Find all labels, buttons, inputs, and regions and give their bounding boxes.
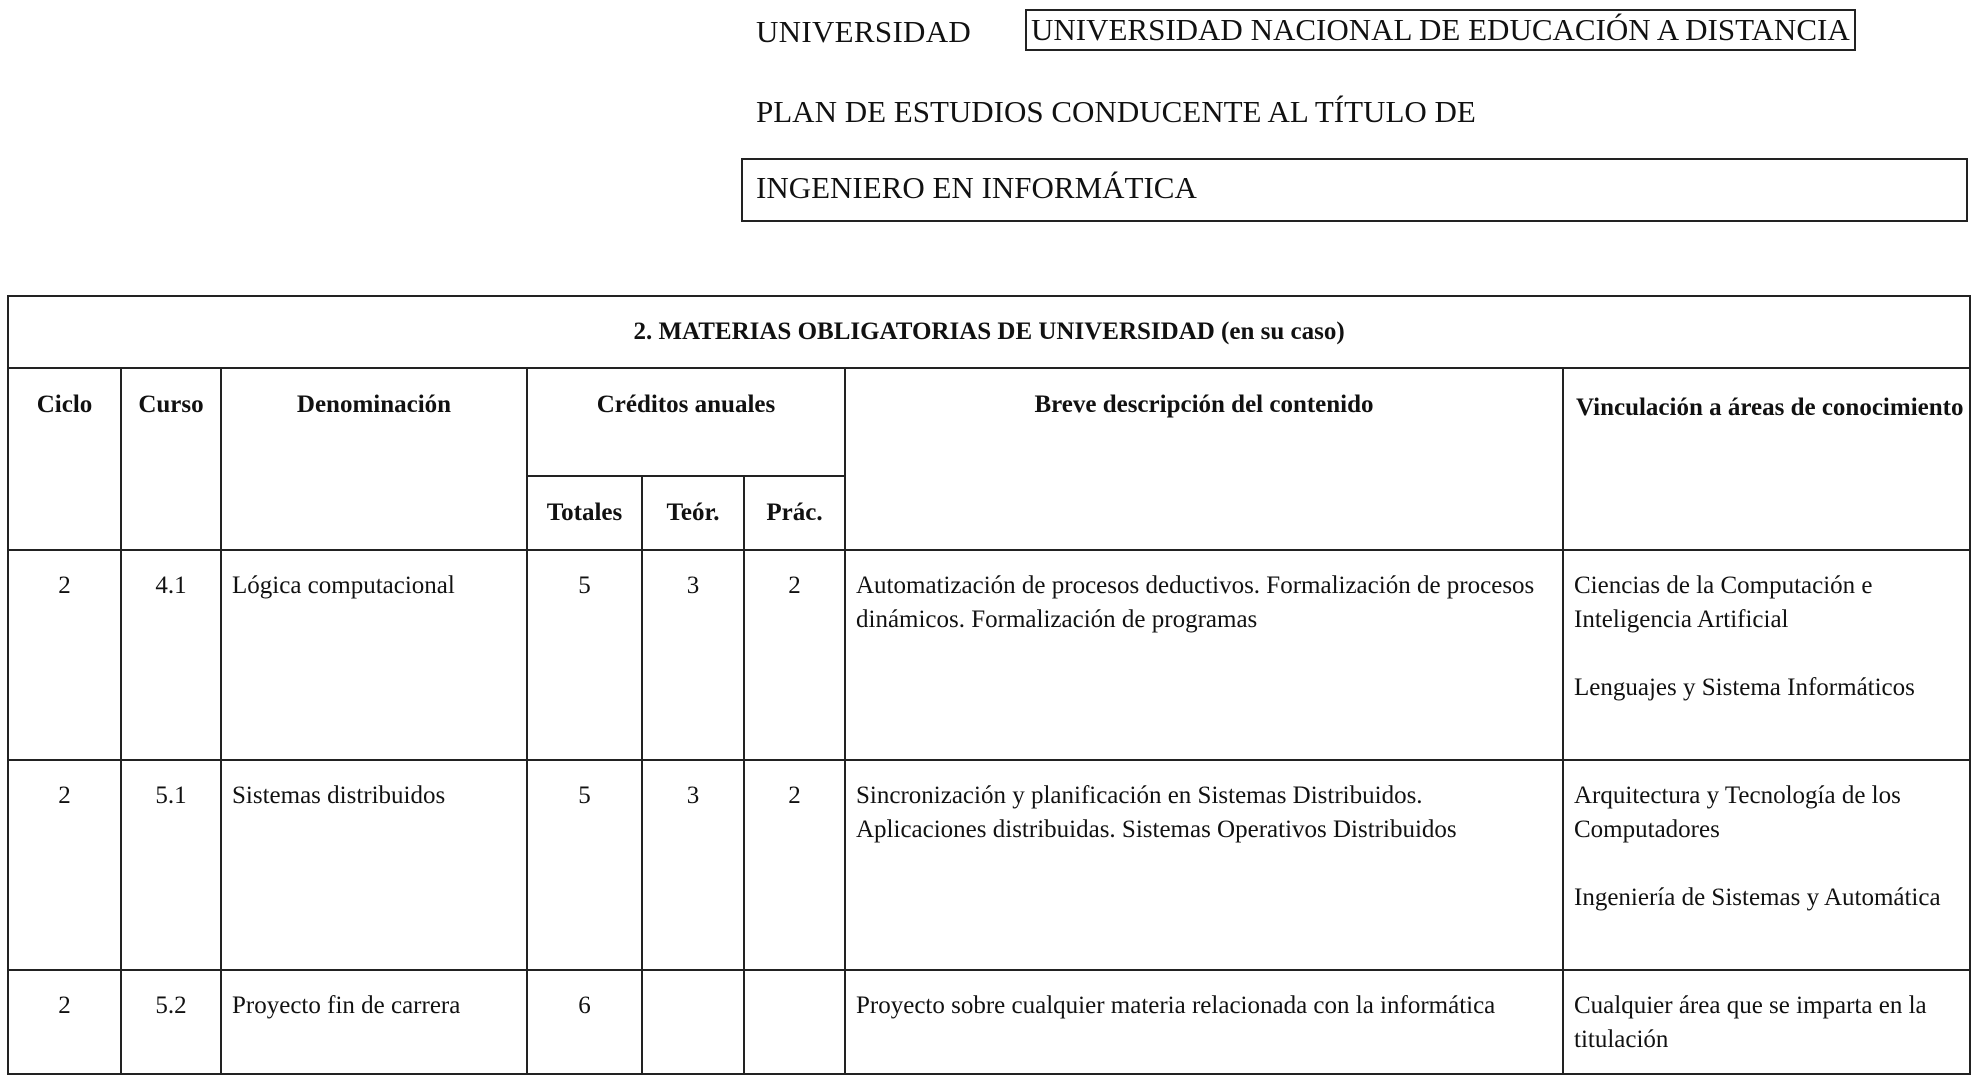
- table-row: [8, 550, 1970, 760]
- header-descripcion: Breve descripción del contenido: [845, 368, 1563, 550]
- header-prac: Prác.: [744, 476, 845, 550]
- header-denominacion: Denominación: [221, 368, 527, 550]
- materias-table: [7, 295, 1971, 1075]
- plan-estudios-text: PLAN DE ESTUDIOS CONDUCENTE AL TÍTULO DE: [756, 94, 1476, 129]
- cell-denominacion: Lógica computacional: [221, 550, 527, 760]
- titulo-box: INGENIERO EN INFORMÁTICA: [741, 158, 1968, 222]
- cell-curso: 4.1: [121, 550, 221, 760]
- cell-denominacion: Proyecto fin de carrera: [221, 970, 527, 1074]
- table-row: [8, 760, 1970, 970]
- header-creditos: Créditos anuales: [527, 368, 845, 476]
- cell-teor: [642, 970, 744, 1074]
- cell-totales: 6: [527, 970, 642, 1074]
- cell-descripcion: Automatización de procesos deductivos. Formalización de procesos dinámicos. Formalización de programas: [845, 550, 1563, 760]
- header-ciclo: Ciclo: [8, 368, 121, 550]
- header-curso: Curso: [121, 368, 221, 550]
- cell-ciclo: 2: [8, 970, 121, 1074]
- cell-teor: 3: [642, 760, 744, 970]
- cell-curso: 5.2: [121, 970, 221, 1074]
- cell-teor: 3: [642, 550, 744, 760]
- header-vinculacion: Vinculación a áreas de conocimiento: [1563, 368, 1970, 550]
- header-teor: Teór.: [642, 476, 744, 550]
- section-title: 2. MATERIAS OBLIGATORIAS DE UNIVERSIDAD (en su caso): [8, 296, 1970, 368]
- universidad-label: UNIVERSIDAD: [756, 14, 972, 49]
- universidad-name-box: UNIVERSIDAD NACIONAL DE EDUCACIÓN A DISTANCIA: [1025, 9, 1856, 51]
- cell-ciclo: 2: [8, 550, 121, 760]
- cell-descripcion: Proyecto sobre cualquier materia relacionada con la informática: [845, 970, 1563, 1074]
- cell-vinculacion: [1563, 970, 1970, 1074]
- area-item: Ingeniería de Sistemas y Automática: [1574, 884, 1941, 911]
- cell-denominacion: Sistemas distribuidos: [221, 760, 527, 970]
- cell-totales: 5: [527, 760, 642, 970]
- cell-prac: 2: [744, 550, 845, 760]
- area-item: Ciencias de la Computación e Inteligencia Artificial: [1574, 572, 1873, 633]
- cell-prac: 2: [744, 760, 845, 970]
- cell-ciclo: 2: [8, 760, 121, 970]
- area-item: Lenguajes y Sistema Informáticos: [1574, 674, 1915, 701]
- area-item: Arquitectura y Tecnología de los Computadores: [1574, 782, 1901, 843]
- cell-totales: 5: [527, 550, 642, 760]
- header-totales: Totales: [527, 476, 642, 550]
- cell-descripcion: Sincronización y planificación en Sistemas Distribuidos. Aplicaciones distribuidas. Sistemas Operativos Distribuidos: [845, 760, 1563, 970]
- cell-curso: 5.1: [121, 760, 221, 970]
- cell-prac: [744, 970, 845, 1074]
- table-row: [8, 970, 1970, 1074]
- cell-vinculacion: [1563, 550, 1970, 760]
- cell-vinculacion: [1563, 760, 1970, 970]
- area-item: Cualquier área que se imparta en la titulación: [1574, 992, 1927, 1053]
